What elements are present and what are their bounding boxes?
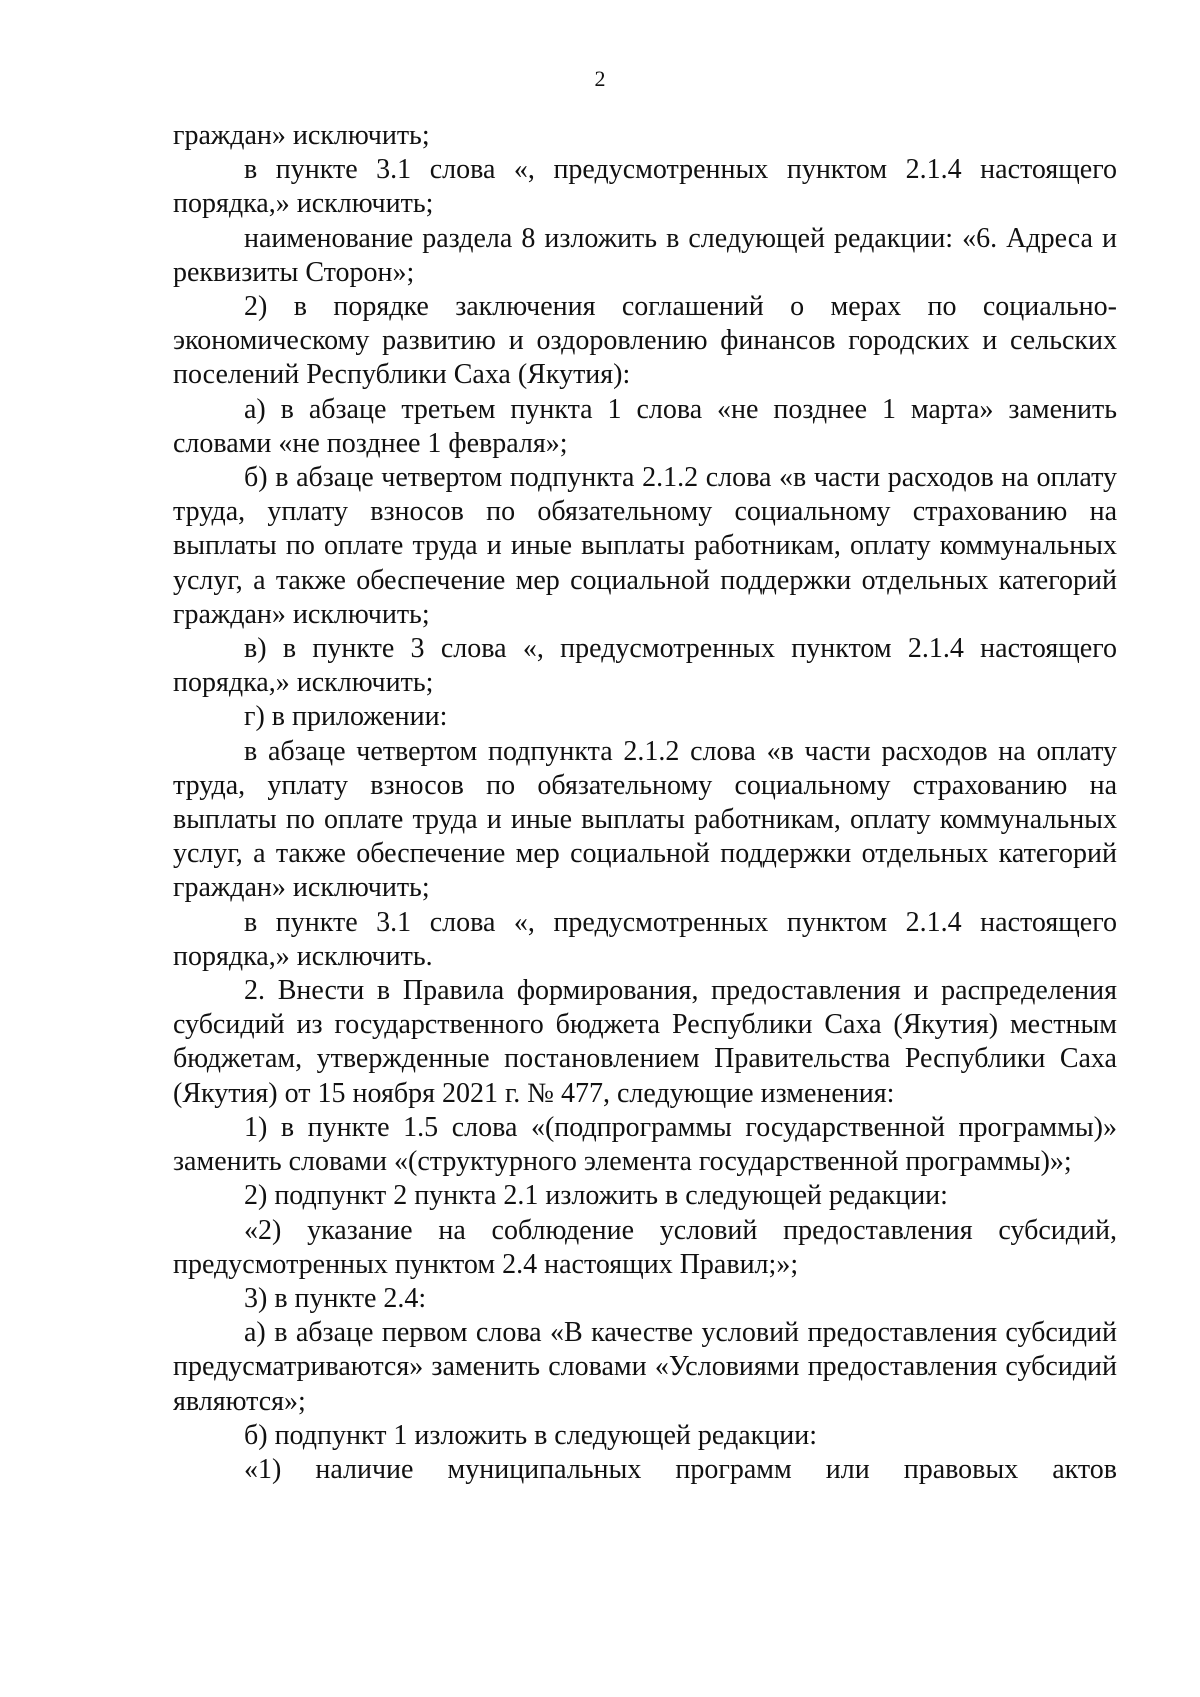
paragraph-1: граждан» исключить; xyxy=(173,120,430,151)
page-number: 2 xyxy=(594,66,606,91)
paragraph-8: г) в приложении: xyxy=(244,701,448,733)
paragraph-13: 2) подпункт 2 пункта 2.1 изложить в следующей редакции: xyxy=(244,1180,948,1212)
paragraph-12: 1) в пункте 1.5 слова «(подпрограммы государственной программы)» заменить словами «(структурного элемента государственной программы)»; xyxy=(173,1111,1117,1178)
paragraph-6: б) в абзаце четвертом подпункта 2.1.2 слова «в части расходов на оплату труда, уплату взносов по обязательному социальному страхованию на выплаты по оплате труда и иные выплаты работникам, оплату коммунальных услуг, а также обеспечение мер социальной поддержки отдельных категорий граждан» исключить; xyxy=(173,462,1117,630)
paragraph-5: а) в абзаце третьем пункта 1 слова «не позднее 1 марта» заменить словами «не позднее 1 февраля»; xyxy=(173,393,1117,459)
document-body xyxy=(173,119,1117,1487)
paragraph-14: «2) указание на соблюдение условий предоставления субсидий, предусмотренных пунктом 2.4 настоящих Правил;»; xyxy=(173,1214,1117,1280)
paragraph-17: б) подпункт 1 изложить в следующей редакции: xyxy=(244,1419,817,1451)
paragraph-7: в) в пункте 3 слова «, предусмотренных пунктом 2.1.4 настоящего порядка,» исключить; xyxy=(173,633,1117,699)
paragraph-4: 2) в порядке заключения соглашений о мерах по социально-экономическому развитию и оздоровлению финансов городских и сельских поселений Республики Саха (Якутия): xyxy=(173,291,1117,391)
paragraph-9: в абзаце четвертом подпункта 2.1.2 слова «в части расходов на оплату труда, уплату взносов по обязательному социальному страхованию на выплаты по оплате труда и иные выплаты работникам, оплату коммунальных услуг, а также обеспечение мер социальной поддержки отдельных категорий граждан» исключить; xyxy=(173,735,1117,904)
paragraph-3: наименование раздела 8 изложить в следующей редакции: «6. Адреса и реквизиты Сторон»; xyxy=(173,222,1117,288)
paragraph-15: 3) в пункте 2.4: xyxy=(244,1282,427,1314)
paragraph-11: 2. Внести в Правила формирования, предоставления и распределения субсидий из государственного бюджета Республики Саха (Якутия) местным бюджетам, утвержденные постановлением Правительства Республики Саха (Якутия) от 15 ноября 2021 г. № 477, следующие изменения: xyxy=(173,975,1117,1109)
paragraph-10: в пункте 3.1 слова «, предусмотренных пунктом 2.1.4 настоящего порядка,» исключить. xyxy=(173,906,1117,972)
paragraph-18: «1) наличие муниципальных программ или правовых актов xyxy=(244,1453,1117,1485)
paragraph-16: а) в абзаце первом слова «В качестве условий предоставления субсидий предусматриваются» заменить словами «Условиями предоставления субсидий являются»; xyxy=(173,1317,1117,1417)
paragraph-2: в пункте 3.1 слова «, предусмотренных пунктом 2.1.4 настоящего порядка,» исключить; xyxy=(173,154,1117,220)
